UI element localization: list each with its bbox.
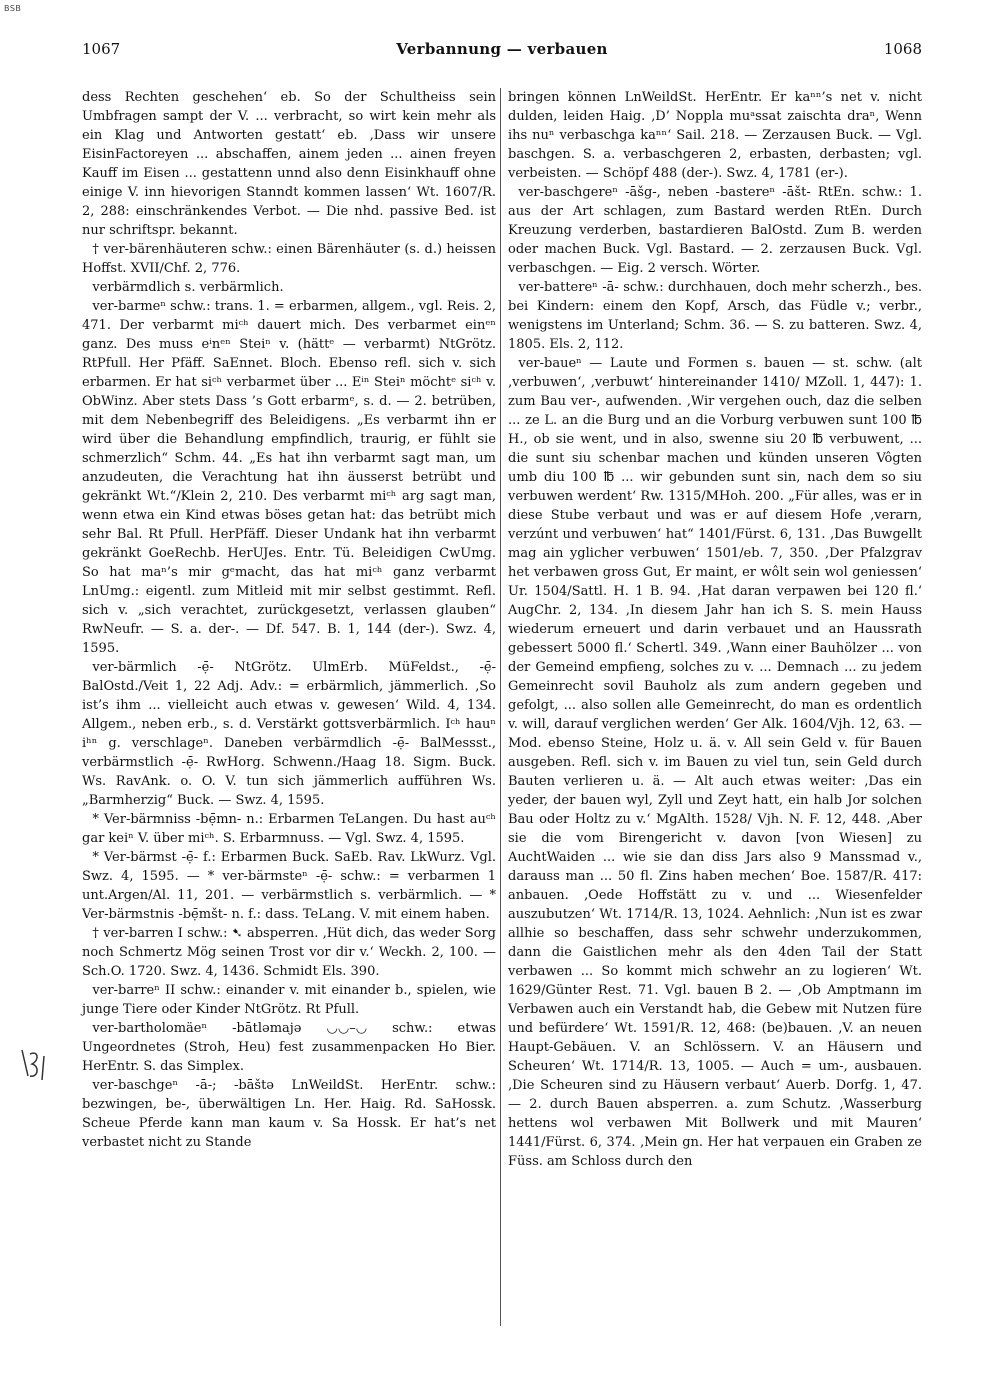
left-column — [82, 88, 496, 1152]
entry-ver-baschgeren: ver-baschgereⁿ -āšg-, neben -bastereⁿ -āšt- RtEn. schw.: 1. aus der Art schlagen, zum Bastard werden RtEn. Durch Kreuzung verderben, bastardieren BalOstd. Zum B. werden oder machen Buck. Vgl. Bastard. — 2. zerzausen Buck. Vgl. verbaschgen. — Eig. 2 versch. Wörter. — [508, 185, 922, 276]
page-number-right: 1068 — [883, 40, 922, 58]
entry-ver-baschgen: ver-baschgeⁿ -ā-; -bāštə LnWeildSt. HerEntr. schw.: bezwingen, be-, überwältigen Ln. Her. Haig. Rd. SaHossk. Scheue Pferde kann man kaum v. Sa Hossk. Er hat’s net verbastet nicht zu Stande — [82, 1078, 496, 1150]
entry-verbaermdlich: verbärmdlich s. verbärmlich. — [92, 280, 284, 295]
entry-ver-baerenhaeuteren: † ver-bärenhäuteren schw.: einen Bärenhäuter (s. d.) heissen Hoffst. XVII/Chf. 2, 776. — [82, 242, 496, 276]
running-title: Verbannung — verbauen — [396, 40, 608, 58]
page-header — [82, 40, 922, 62]
entry-ver-bauen: ver-baueⁿ — Laute und Formen s. bauen — st. schw. (alt ‚verbuwen‘, ‚verbuwt‘ hintereinander 1410/ MZoll. 1, 447): 1. zum Bau ver-, aufwenden. ‚Wir vergehen ouch, daz die selben ... ze L. an die Burg und an die Vorburg verbuwen sunt 100 ℔ H., ob sie went, und in also, swenne siu 20 ℔ verbuwent, ... die sunt siu schenbar machen und künden unseren Vôgten umb diu 100 ℔ ... wir gebunden sunt sin, nach dem so siu verbuwen werdent‘ Rw. 1315/MHoh. 200. „Für alles, was er in diese Stube verbaut und was er auf diesem Hofe ‚verarn, verzúnt und verbuwen‘ hat“ 1401/Fürst. 6, 131. ‚Das Buwgellt mag ain yglicher verbuwen‘ 1501/eb. 7, 350. ‚Der Pfalzgrav het verbawen gross Gut, Er maint, er wôlt sein wol geniessen‘ Ur. 1504/Sattl. H. 1 B. 94. ‚Hat daran verpawen bei 120 fl.‘ AugChr. 2, 134. ‚In diesem Jahr han ich S. S. mein Hauss wiederum erneuert und darin verbauet und an Haussrath gebessert 5000 fl.‘ Schertl. 349. ‚Wann einer Bauhölzer ... von der Gemeind empfieng, solches zu v. ... Demnach ... zu jedem Gemeinrecht sovil Bauholz als zum andern gegeben und gefolgt, ... also sollen alle Gemeinrecht, do man es ordentlich v. will, darauf verglichen werden‘ Ger Alk. 1604/Vjh. 12, 63. — Mod. ebenso Steine, Holz u. ä. v. All sein Geld v. für Bauen ausgeben. Refl. sich v. im Bauen zu viel tun, sein Geld durch Bauten verlieren u. ä. — Alt auch etwas weiter: ‚Das ein yeder, der bauen wyl, Zyll und Zeyt hatt, ein halb Jor solchen Bau oder Holtz zu v.‘ MgAlth. 1528/ Vjh. N. F. 12, 448. ‚Aber sie die vom Birengericht v. davon [von Wiesen] zu AuchtWaiden ... wie sie dan diss Jars also 9 Manssmad v., darauss man ... 50 fl. Zins haben mechen‘ Boe. 1587/R. 417: anbauen. ‚Oede Hoffstätt zu v. und ... Wiesenfelder auszubutzen‘ Wt. 1714/R. 13, 1024. Aehnlich: ‚Nun ist es zwar allhie so beschaffen, dass sehr schwehr underzukommen, dann die Gaistlichen mehr als den 4den Tail der Statt verbawen ... So kommt mich schwehr an zu logieren‘ Wt. 1629/Günter Rest. 71. Vgl. bauen B 2. — ‚Ob Amptmann im Verbawen auch ein Verstandt hab, die Gebew mit Nutzen füre und befürdere‘ Wt. 1591/R. 12, 468: (be)bauen. ‚V. an neuen Haupt-Gebäuen. V. an Schlössern. V. an Häusern und Scheuren‘ Wt. 1714/R. 13, 1005. — Auch = um-, ausbauen. ‚Die Scheuren sind zu Häusern verbaut‘ Auerb. Dorfg. 1, 47. — 2. durch Bauen absperren. a. zum Schutz. ‚Wasserburg hettens wol verbawen Mit Bollwerk und mit Mauren‘ 1441/Fürst. 6, 374. ‚Mein gn. Her hat verpauen ein Graben ze Füss. am Schloss durch den — [508, 356, 922, 1169]
library-stamp: BSB — [4, 4, 22, 13]
right-column — [508, 88, 922, 1171]
entry-ver-baermst: * Ver-bärmst -ẹ̄- f.: Erbarmen Buck. SaEb. Rav. LkWurz. Vgl. Swz. 4, 1595. — * ver-bärmsteⁿ -ẹ̄- schw.: = verbarmen 1 unt.Argen/Al. 11, 201. — verbärmstlich s. verbärmlich. — * Ver-bärmstnis -bẹ̄mšt- n. f.: dass. TeLang. V. mit einem haben. — [82, 850, 496, 922]
entry-ver-barren-2: ver-barreⁿ II schw.: einander v. mit einander b., spielen, wie junge Tiere oder Kinder NtGrötz. Rt Pfull. — [82, 983, 496, 1017]
entry-ver-baermlich: ver-bärmlich -ẹ̄- NtGrötz. UlmErb. MüFeldst., -ẹ̄- BalOstd./Veit 1, 22 Adj. Adv.: = erbärmlich, jämmerlich. ‚So ist’s ihm ... vielleicht auch etwas v. gewesen‘ Wild. 4, 134. Allgem., neben erb., s. d. Verstärkt gottsverbärmlich. Iᶜʰ hauⁿ iʰⁿ g. verschlageⁿ. Daneben verbärmdlich -ẹ̄- BalMessst., verbärmstlich -ẹ̄- RwHorg. Schwenn./Haag 18. Sigm. Buck. Ws. RavAnk. o. O. V. tun sich jämmerlich aufführen Ws. „Barmherzig“ Buck. — Swz. 4, 1595. — [82, 660, 496, 808]
entry-ver-baermniss: * Ver-bärmniss -bẹ̄mn- n.: Erbarmen TeLangen. Du hast auᶜʰ gar keiⁿ V. über miᶜʰ. S. Erbarmnuss. — Vgl. Swz. 4, 1595. — [82, 812, 496, 846]
entry-ver-barren-1: † ver-barren I schw.: ➷ absperren. ‚Hüt dich, das weder Sorg noch Schmertz Mög seinen Trost vor dir v.‘ Weckh. 2, 100. — Sch.O. 1720. Swz. 4, 1436. Schmidt Els. 390. — [82, 926, 496, 979]
entry-text-continued: bringen können LnWeildSt. HerEntr. Er kaⁿⁿ’s net v. nicht dulden, leiden Haig. ‚D’ Noppla muᵃssat zaischta draⁿ, Wenn ihs nuⁿ verbaschga kaⁿⁿ‘ Sail. 218. — Zerzausen Buck. — Vgl. baschgen. S. a. verbaschgeren 2, erbasten, derbasten; vgl. verbeisten. — Schöpf 488 (der-). Swz. 4, 1781 (er-). — [508, 90, 922, 181]
entry-text: dess Rechten geschehen‘ eb. So der Schultheiss sein Umbfragen sampt der V. ... verbracht, so wirt kein mehr als ein Klag und Antworten gestatt‘ eb. ‚Dass wir unsere EisinFactoreyen ... abschaffen, ainem jeden ... ainen freyen Kauff im Eisen ... gestattenn unnd also denn Eisinkhauff ohne einige V. inn hievorigen Stanndt kommen lassen‘ Wt. 1607/R. 2, 288: einschränkendes Verbot. — Die nhd. passive Bed. ist nur schriftspr. bekannt. — [82, 90, 496, 238]
entry-ver-bartholomaeen: ver-bartholomäeⁿ -bātləmajə ◡◡–◡ schw.: etwas Ungeordnetes (Stroh, Heu) fest zusammenpacken Ho Bier. HerEntr. S. das Simplex. — [82, 1021, 496, 1074]
page-number-left: 1067 — [82, 40, 121, 58]
handwritten-margin-mark — [18, 1046, 52, 1086]
entry-ver-barmen: ver-barmeⁿ schw.: trans. 1. = erbarmen, allgem., vgl. Reis. 2, 471. Der verbarmt miᶜʰ dauert mich. Des verbarmet einᵉⁿ ganz. Des muss eⁱnᵉⁿ Steiⁿ v. (hättᵉ — verbarmt) NtGrötz. RtPfull. Her Pfäff. SaEnnet. Bloch. Ebenso refl. sich v. sich erbarmen. Er hat siᶜʰ verbarmet über ... Eⁱⁿ Steiⁿ möchtᵉ siᶜʰ v. ObWinz. Aber stets Dass ’s Gott erbarmᵉ, s. d. — 2. betrüben, mit dem Nebenbegriff des Beleidigens. „Es verbarmt ihn er wird über die Behandlung empfindlich, traurig, er fühlt sie schmerzlich“ Schm. 44. „Es hat ihn verbarmt sagt man, um anzudeuten, die Verachtung hat ihn äusserst betrübt und gekränkt Wt.“/Klein 2, 210. Des verbarmt miᶜʰ arg sagt man, wenn etwa ein Kind etwas böses getan hat: das betrübt mich sehr Bal. Rt Pfull. HerPfäff. Dieser Undank hat ihn verbarmt gekränkt GoeRechb. HerUJes. Entr. Tü. Beleidigen CwUmg. So hat maⁿ’s mir gᵉmacht, das hat miᶜʰ ganz verbarmt LnUmg.: eigentl. zum Mitleid mit mir selbst gestimmt. Refl. sich v. „sich verachtet, zurückgesetzt, verlassen glauben“ RwNeufr. — S. a. der-. — Df. 547. B. 1, 144 (der-). Swz. 4, 1595. — [82, 299, 496, 656]
column-divider — [500, 88, 501, 1326]
entry-ver-batteren: ver-battereⁿ -ā- schw.: durchhauen, doch mehr scherzh., bes. bei Kindern: einem den Kopf, Arsch, das Füdle v.; verbr., wenigstens im Unterland; Schm. 36. — S. zu batteren. Swz. 4, 1805. Els. 2, 112. — [508, 280, 922, 352]
